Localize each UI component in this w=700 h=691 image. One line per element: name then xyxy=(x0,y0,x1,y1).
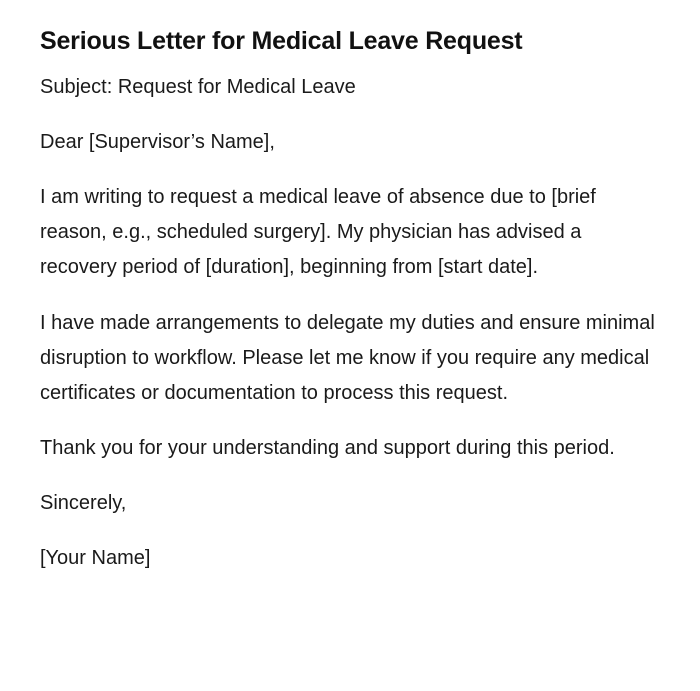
document-title: Serious Letter for Medical Leave Request xyxy=(40,27,523,55)
closing: Sincerely, xyxy=(40,492,127,514)
subject-line: Subject: Request for Medical Leave xyxy=(40,76,356,98)
body-paragraph-1: I am writing to request a medical leave of absence due to [brief reason, e.g., scheduled surgery]. My physician has advised a recovery period of [duration], beginning from [start date]. xyxy=(40,186,596,278)
body-paragraph-3: Thank you for your understanding and support during this period. xyxy=(40,437,615,459)
body-paragraph-2: I have made arrangements to delegate my duties and ensure minimal disruption to workflow. Please let me know if you require any medical certificates or documentation to process this request. xyxy=(40,312,655,404)
signature: [Your Name] xyxy=(40,547,151,569)
letter-document xyxy=(40,24,655,576)
salutation: Dear [Supervisor’s Name], xyxy=(40,131,275,153)
